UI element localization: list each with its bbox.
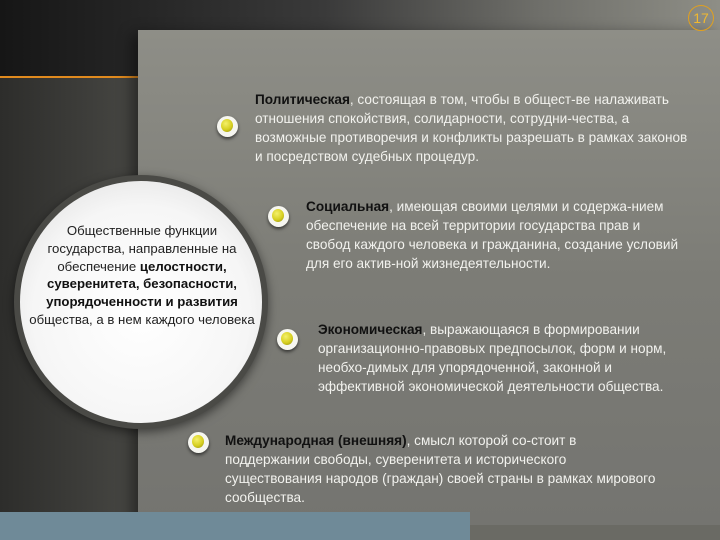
function-heading: Социальная xyxy=(306,199,390,214)
bottom-strip xyxy=(0,512,470,540)
bullet-icon xyxy=(217,116,238,137)
center-text-bold: целостности, суверенитета, безопасности, упорядоченности и развития xyxy=(46,258,238,310)
function-text: , смысл которой со-стоит в поддержании свободы, суверенитета и исторического существования народов (граждан) своей страны в рамках мирового сообщества. xyxy=(225,433,656,505)
function-political xyxy=(255,90,695,166)
function-text: , выражающаяся в формировании организационно-правовых предпосылок, форм и норм, необхо-димых для упорядоченной, законной и эффективной экономической деятельности общества. xyxy=(318,322,667,394)
bullet-icon xyxy=(277,329,298,350)
center-text-before: Общественные функции государства, направленные на обеспечение xyxy=(47,223,237,274)
bullet-icon xyxy=(268,206,289,227)
function-heading: Политическая xyxy=(255,92,350,107)
function-economic xyxy=(318,320,674,396)
page-number: 17 xyxy=(688,5,714,31)
bullet-icon xyxy=(188,432,209,453)
center-text-after: общества, а в нем каждого человека xyxy=(29,311,255,327)
function-heading: Экономическая xyxy=(318,322,423,337)
function-international xyxy=(225,431,665,507)
function-heading: Международная (внешняя) xyxy=(225,433,407,448)
function-text: , имеющая своими целями и содержа-нием обеспечение на всей территории государства прав и свобод каждого человека и гражданина, создание условий для его актив-ной жизнедеятельности. xyxy=(306,199,679,271)
center-circle-text xyxy=(28,222,256,329)
function-text: , состоящая в том, чтобы в общест-ве налаживать отношения спокойствия, солидарности, сотрудни-чества, а возможные противоречия и конфликты разрешать в рамках законов и посредством судебных процедур. xyxy=(255,92,688,164)
function-social xyxy=(306,197,684,273)
bottom-band xyxy=(470,525,720,540)
